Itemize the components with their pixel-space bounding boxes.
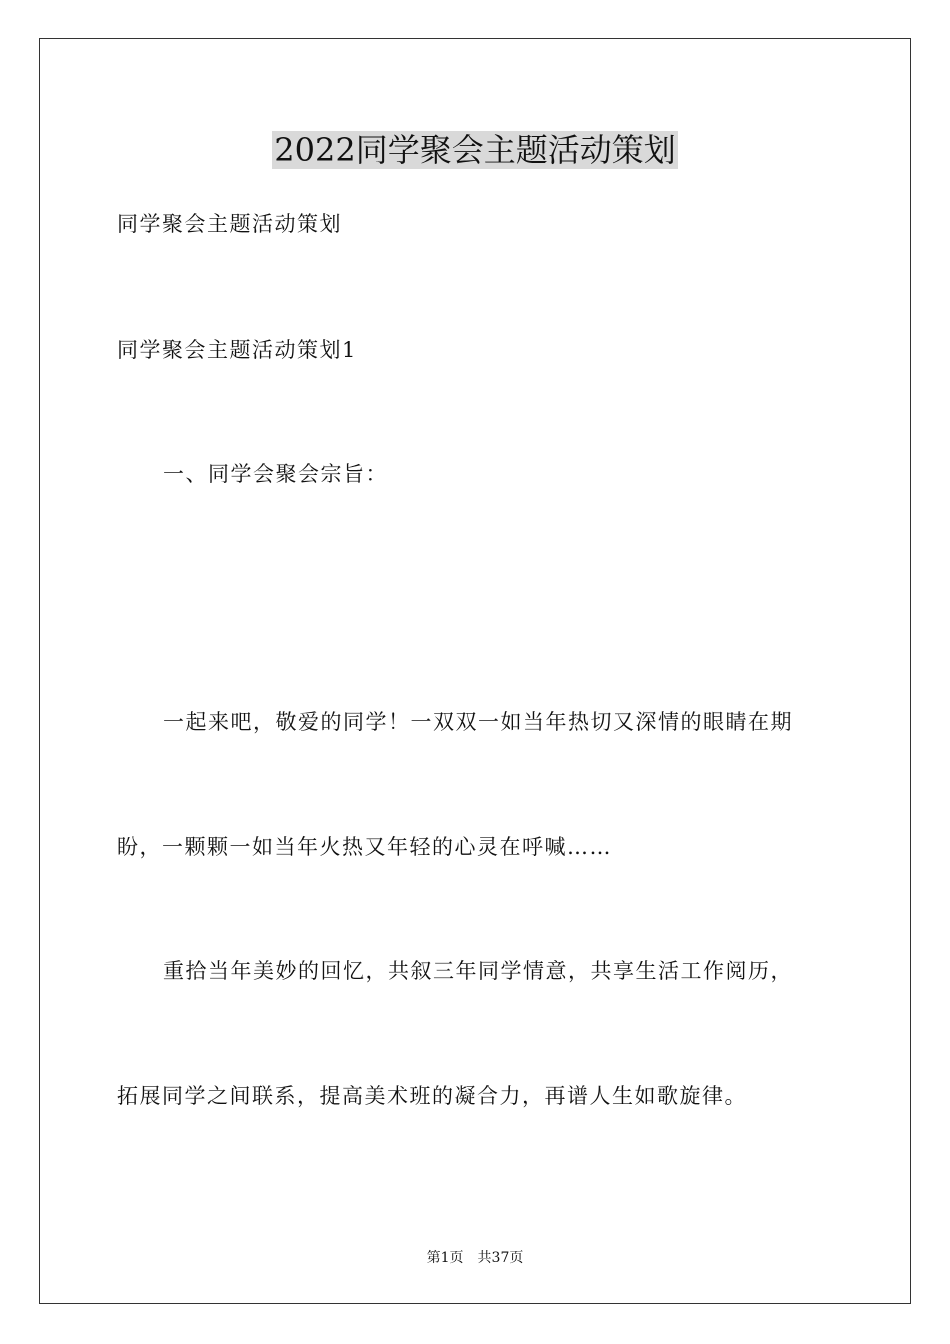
item-heading: 一、同学会聚会宗旨： [163, 462, 388, 486]
page-number-total: 共37页 [477, 1250, 524, 1266]
document-subtitle: 同学聚会主题活动策划 [117, 212, 342, 236]
page-number-current: 第1页 [426, 1250, 464, 1266]
page-footer [0, 1248, 950, 1268]
paragraph-line-3: 重拾当年美妙的回忆，共叙三年同学情意，共享生活工作阅历， [163, 959, 793, 983]
paragraph-line-2: 盼，一颗颗一如当年火热又年轻的心灵在呼喊…… [117, 835, 612, 859]
paragraph-line-1: 一起来吧，敬爱的同学！一双双一如当年热切又深情的眼睛在期 [163, 710, 793, 734]
document-title [0, 124, 950, 176]
document-title-text: 2022同学聚会主题活动策划 [274, 131, 676, 169]
paragraph-line-4: 拓展同学之间联系，提高美术班的凝合力，再谱人生如歌旋律。 [117, 1084, 747, 1108]
section-heading: 同学聚会主题活动策划1 [117, 338, 357, 362]
